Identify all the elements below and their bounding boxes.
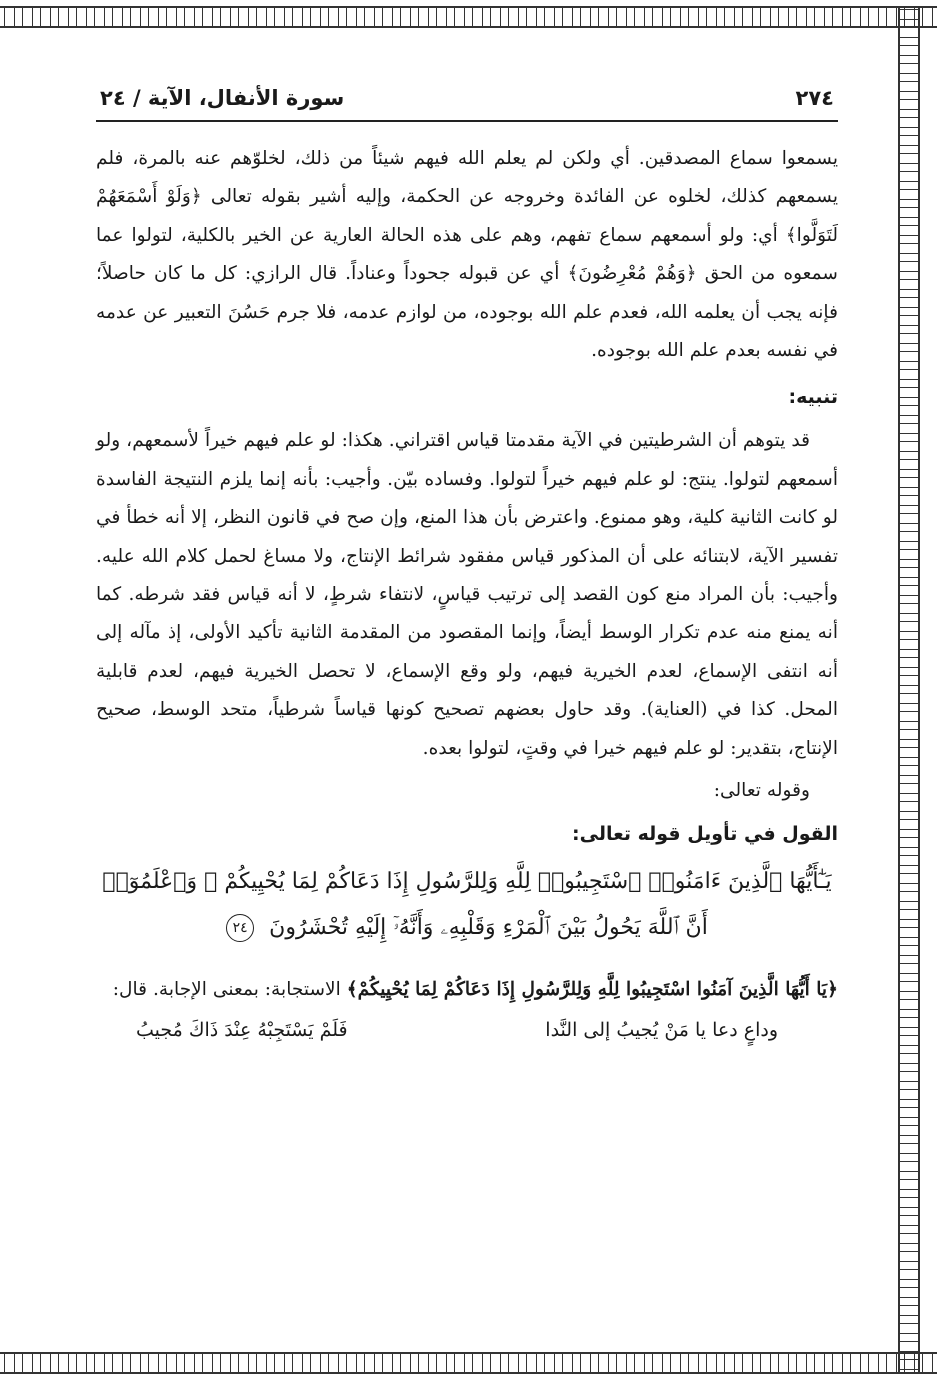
book-page [96,70,838,1041]
quoted-verse: ﴿يَا أَيُّهَا الَّذِينَ آمَنُوا اسْتَجِيبُوا لِلَّهِ وَلِلرَّسُولِ إِذَا دَعَاكُمْ لِمَا يُحْيِيكُمْ﴾ [346,978,838,1000]
paragraph-4-text: الاستجابة: بمعنى الإجابة. قال: [112,978,347,1000]
decorative-border-right [898,6,920,1374]
note-title: تنبيه: [788,386,838,409]
quran-verse-line-2 [96,905,838,951]
header-divider [96,120,838,122]
quran-verse-line-1: يَـٰٓأَيُّهَا ٱلَّذِينَ ءَامَنُوا۟ ٱسْتَجِيبُوا۟ لِلَّهِ وَلِلرَّسُولِ إِذَا دَعَاكُمْ لِمَا يُحْيِيكُمْ ۖ وَٱعْلَمُوٓا۟ [102,868,832,894]
poem-verse [96,1019,838,1041]
poem-hemistich-1: وداعٍ دعا يا مَنْ يُجيبُ إلى النَّدا [545,1018,778,1041]
paragraph-2: قد يتوهم أن الشرطيتين في الآية مقدمتا قياس اقتراني. هكذا: لو علم فيهم خيراً لأسمعهم، ولو أسمعهم لتولوا. ينتج: لو علم فيهم خيراً لتولوا. وفساده بيّن. وأجيب: بأنه إنما يلزم النتيجة الفاسدة لو كانت الثانية كلية، وهو ممنوع. واعترض بأن هذا المنع، وإن صح في قانون النظر، إلا أنه خطأ في تفسير الآية، لابتنائه على أن المذكور قياس مفقود شرائط الإنتاج، ولا مساغ لحمل كلام الله عليه. وأجيب: بأن المراد منع كون القصد إلى ترتيب قياسٍ، لانتفاء شرطٍ، لا أنه قياس فقد شرطه. كما أنه يمنع منه عدم تكرار الوسط أيضاً، وإنما المقصود من المقدمة الثانية تأكيد الأولى، إذ مآله إلى أنه انتفى الإسماع، لعدم الخيرية فيهم، ولو وقع الإسماع، لا تحصل الخيرية فيهم، لعدم قابلية المحل. كذا في (العناية). وقد حاول بعضهم تصحيح كونها قياساً شرطياً، متحد الوسط، صحيح الإنتاج، بتقدير: لو علم فيهم خيرا في وقتٍ، لتولوا بعده. [96,430,838,759]
paragraph-3: وقوله تعالى: [713,780,810,802]
quran-verse-line-2-text: أَنَّ ٱللَّهَ يَحُولُ بَيْنَ ٱلْمَرْءِ وَقَلْبِهِۦ وَأَنَّهُۥٓ إِلَيْهِ تُحْشَرُونَ [269,914,708,940]
paragraph-1: يسمعوا سماع المصدقين. أي ولكن لم يعلم الله فيهم شيئاً من ذلك، لخلوّهم عنه بالمرة، فلم يسمعهم كذلك، لخلوه عن الفائدة وخروجه عن الحكمة، وإليه أشير بقوله تعالى ﴿وَلَوْ أَسْمَعَهُمْ لَتَوَلَّوا﴾ أي: ولو أسمعهم سماع تفهم، وهم على هذه الحالة العارية عن الخير بالكلية، لتولوا عما سمعوه من الحق ﴿وَهُمْ مُعْرِضُونَ﴾ أي عن قبوله جحوداً وعناداً. قال الرازي: كل ما كان حاصلاً؛ فإنه يجب أن يعلمه الله، فعدم علم الله بوجوده، من لوازم عدمه، فلا جرم حَسُنَ التعبير عن عدمه في نفسه بعدم علم الله بوجوده. [96,148,838,362]
section-title: القول في تأويل قوله تعالى: [572,822,838,845]
page-number: ٢٧٤ [795,86,834,110]
page-header [96,70,838,110]
ayah-number-medallion: ٢٤ [226,914,254,942]
quran-verse [96,859,838,951]
paragraph-4 [96,971,838,1009]
poem-hemistich-2: فَلَمْ يَسْتَجِبْهُ عِنْدَ ذَاكَ مُجيبُ [136,1018,348,1041]
decorative-border-top [0,6,937,28]
surah-title: سورة الأنفال، الآية / ٢٤ [100,86,345,110]
decorative-border-bottom [0,1352,937,1374]
